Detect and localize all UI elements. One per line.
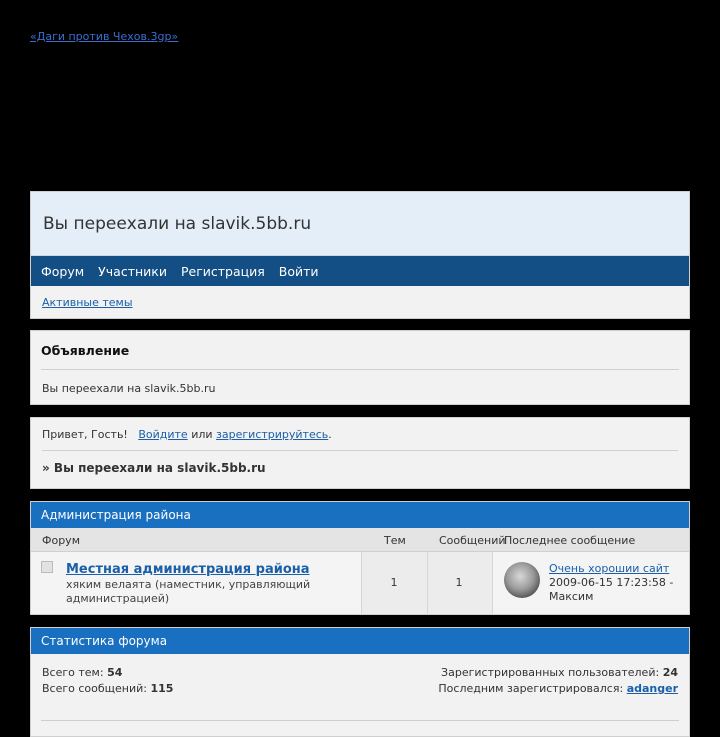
register-link[interactable]: зарегистрируйтесь (216, 428, 329, 441)
column-headers (31, 528, 689, 552)
total-topics-label: Всего тем: (42, 666, 104, 679)
col-last-post: Последнее сообщение (504, 534, 636, 547)
avatar[interactable] (504, 562, 540, 598)
sub-nav (31, 286, 689, 319)
total-posts-value: 115 (150, 682, 174, 695)
topics-count: 1 (390, 576, 398, 589)
col-posts: Сообщений (439, 534, 506, 547)
total-posts-label: Всего сообщений: (42, 682, 147, 695)
total-posts (42, 682, 173, 695)
last-post-author: Максим (549, 590, 594, 603)
category-title[interactable]: Администрация района (31, 502, 689, 528)
col-topics: Тем (384, 534, 406, 547)
nav-register[interactable]: Регистрация (180, 263, 265, 279)
announcement-block (30, 330, 690, 405)
row-divider (492, 552, 493, 614)
forum-link[interactable]: Местная администрация района (66, 562, 310, 577)
last-registered-label: Последним зарегистрировался: (438, 682, 624, 695)
registered-users (441, 666, 678, 679)
stats-body (31, 654, 689, 724)
last-registered (438, 682, 678, 695)
forum-header (30, 191, 690, 319)
site-title: Вы переехали на slavik.5bb.ru (43, 213, 312, 234)
stats-title: Статистика форума (31, 628, 689, 654)
or-text: или (191, 428, 213, 441)
forum-status-icon (41, 561, 53, 573)
forum-stats (30, 627, 690, 737)
stats-divider (41, 720, 679, 721)
announcement-text: Вы переехали на slavik.5bb.ru (42, 382, 216, 395)
welcome-block (30, 417, 690, 489)
login-link[interactable]: Войдите (138, 428, 188, 441)
greeting-text: Привет, Гость! (42, 428, 128, 441)
nav-forum[interactable]: Форум (41, 263, 85, 279)
announcement-title: Объявление (41, 343, 679, 370)
moved-notice: » Вы переехали на slavik.5bb.ru (42, 461, 266, 475)
title-area (31, 192, 689, 256)
nav-login[interactable]: Войти (278, 263, 319, 279)
total-topics-value: 54 (107, 666, 123, 679)
active-topics-link[interactable]: Активные темы (42, 295, 133, 309)
greeting-line (42, 428, 678, 451)
posts-count: 1 (455, 576, 463, 589)
last-post-link[interactable]: Очень хорошии сайт (549, 562, 670, 575)
forum-row (31, 552, 689, 614)
main-nav (31, 256, 689, 286)
nav-members[interactable]: Участники (98, 263, 167, 279)
last-post-meta (549, 576, 684, 604)
registered-users-value: 24 (662, 666, 678, 679)
forum-category (30, 501, 690, 615)
col-forum: Форум (42, 534, 80, 547)
last-registered-user-link[interactable]: adanger (626, 682, 678, 695)
forum-description: хяким велаята (наместник, управляющий администрацией) (66, 578, 311, 605)
row-divider (361, 552, 362, 614)
top-video-link[interactable]: «Даги против Чехов.3gp» (30, 30, 179, 43)
greeting-dot: . (328, 428, 332, 441)
row-divider (427, 552, 428, 614)
registered-users-label: Зарегистрированных пользователей: (441, 666, 660, 679)
total-topics (42, 666, 122, 679)
last-post-date: 2009-06-15 17:23:58 - (549, 576, 674, 589)
